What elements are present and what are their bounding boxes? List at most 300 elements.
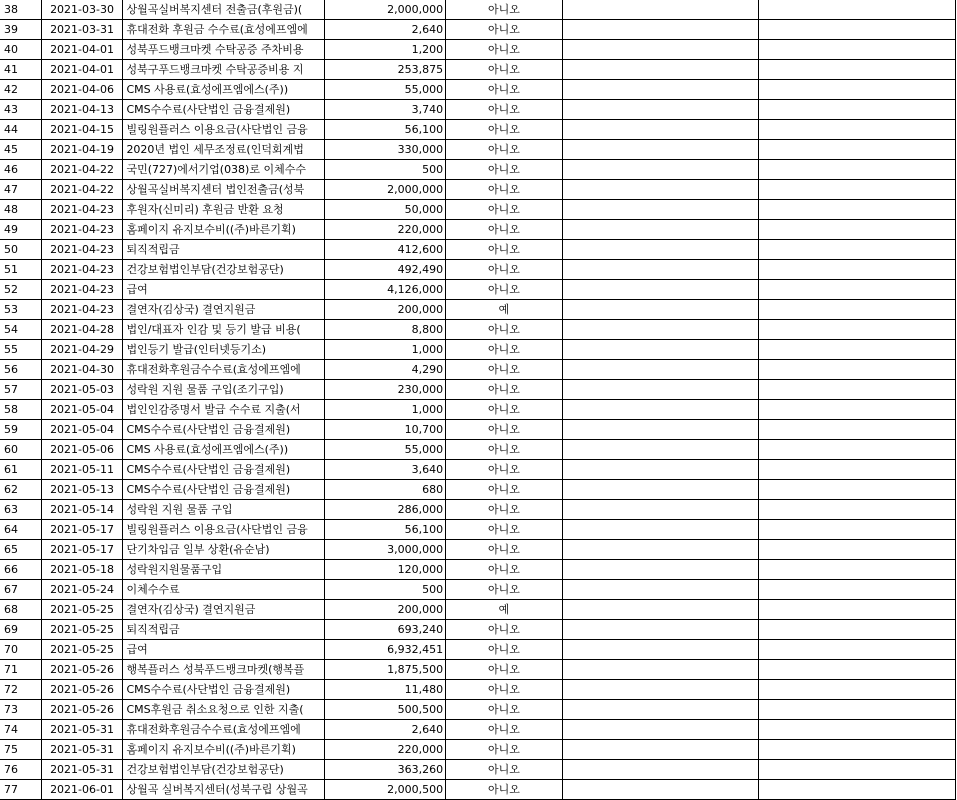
flag-cell[interactable]: 아니오 [446, 400, 563, 420]
date-cell[interactable]: 2021-04-28 [41, 320, 123, 340]
description-cell[interactable]: 후원자(신미리) 후원금 반환 요청 [123, 200, 325, 220]
description-cell[interactable]: 성락원지원물품구입 [123, 560, 325, 580]
empty-cell[interactable] [759, 700, 956, 720]
description-cell[interactable]: 결연자(김상국) 결연지원금 [123, 300, 325, 320]
empty-cell[interactable] [562, 260, 759, 280]
empty-cell[interactable] [759, 400, 956, 420]
empty-cell[interactable] [759, 620, 956, 640]
description-cell[interactable]: 상월곡 실버복지센터(성북구립 상월곡 [123, 780, 325, 800]
date-cell[interactable]: 2021-05-17 [41, 540, 123, 560]
date-cell[interactable]: 2021-03-31 [41, 20, 123, 40]
empty-cell[interactable] [759, 360, 956, 380]
date-cell[interactable]: 2021-04-23 [41, 240, 123, 260]
flag-cell[interactable]: 아니오 [446, 500, 563, 520]
empty-cell[interactable] [759, 540, 956, 560]
empty-cell[interactable] [562, 420, 759, 440]
amount-cell[interactable]: 200,000 [325, 600, 446, 620]
empty-cell[interactable] [759, 60, 956, 80]
flag-cell[interactable]: 아니오 [446, 760, 563, 780]
empty-cell[interactable] [759, 480, 956, 500]
row-number-cell[interactable]: 68 [0, 600, 41, 620]
flag-cell[interactable]: 아니오 [446, 120, 563, 140]
amount-cell[interactable]: 3,740 [325, 100, 446, 120]
row-number-cell[interactable]: 56 [0, 360, 41, 380]
flag-cell[interactable]: 아니오 [446, 780, 563, 800]
description-cell[interactable]: CMS수수료(사단법인 금융결제원) [123, 460, 325, 480]
amount-cell[interactable]: 2,000,000 [325, 180, 446, 200]
description-cell[interactable]: 홈페이지 유지보수비((주)바른기획) [123, 220, 325, 240]
empty-cell[interactable] [759, 420, 956, 440]
description-cell[interactable]: CMS수수료(사단법인 금융결제원) [123, 480, 325, 500]
empty-cell[interactable] [562, 480, 759, 500]
row-number-cell[interactable]: 51 [0, 260, 41, 280]
description-cell[interactable]: 건강보험법인부담(건강보험공단) [123, 760, 325, 780]
row-number-cell[interactable]: 39 [0, 20, 41, 40]
empty-cell[interactable] [759, 40, 956, 60]
date-cell[interactable]: 2021-05-31 [41, 760, 123, 780]
row-number-cell[interactable]: 49 [0, 220, 41, 240]
amount-cell[interactable]: 500 [325, 580, 446, 600]
amount-cell[interactable]: 1,000 [325, 340, 446, 360]
amount-cell[interactable]: 200,000 [325, 300, 446, 320]
description-cell[interactable]: 홈페이지 유지보수비((주)바른기획) [123, 740, 325, 760]
flag-cell[interactable]: 아니오 [446, 80, 563, 100]
amount-cell[interactable]: 55,000 [325, 440, 446, 460]
row-number-cell[interactable]: 59 [0, 420, 41, 440]
row-number-cell[interactable]: 48 [0, 200, 41, 220]
amount-cell[interactable]: 330,000 [325, 140, 446, 160]
empty-cell[interactable] [562, 700, 759, 720]
description-cell[interactable]: 국민(727)에서기업(038)로 이체수수 [123, 160, 325, 180]
empty-cell[interactable] [562, 240, 759, 260]
empty-cell[interactable] [562, 20, 759, 40]
description-cell[interactable]: 2020년 법인 세무조정료(인덕회계법 [123, 140, 325, 160]
amount-cell[interactable]: 8,800 [325, 320, 446, 340]
empty-cell[interactable] [759, 580, 956, 600]
flag-cell[interactable]: 아니오 [446, 540, 563, 560]
amount-cell[interactable]: 500,500 [325, 700, 446, 720]
table-row [0, 180, 956, 200]
row-number-cell[interactable]: 41 [0, 60, 41, 80]
date-cell[interactable]: 2021-05-06 [41, 440, 123, 460]
date-cell[interactable]: 2021-05-25 [41, 600, 123, 620]
empty-cell[interactable] [562, 320, 759, 340]
row-number-cell[interactable]: 40 [0, 40, 41, 60]
row-number-cell[interactable]: 44 [0, 120, 41, 140]
row-number-cell[interactable]: 67 [0, 580, 41, 600]
description-cell[interactable]: 퇴직적립금 [123, 620, 325, 640]
amount-cell[interactable]: 55,000 [325, 80, 446, 100]
empty-cell[interactable] [759, 280, 956, 300]
amount-cell[interactable]: 3,000,000 [325, 540, 446, 560]
empty-cell[interactable] [759, 560, 956, 580]
amount-cell[interactable]: 2,000,500 [325, 780, 446, 800]
table-row [0, 140, 956, 160]
row-number-cell[interactable]: 43 [0, 100, 41, 120]
empty-cell[interactable] [759, 80, 956, 100]
date-cell[interactable]: 2021-05-04 [41, 420, 123, 440]
empty-cell[interactable] [562, 540, 759, 560]
row-number-cell[interactable]: 63 [0, 500, 41, 520]
flag-cell[interactable]: 아니오 [446, 320, 563, 340]
row-number-cell[interactable]: 74 [0, 720, 41, 740]
table-row [0, 280, 956, 300]
empty-cell[interactable] [562, 280, 759, 300]
flag-cell[interactable]: 아니오 [446, 520, 563, 540]
flag-cell[interactable]: 아니오 [446, 180, 563, 200]
date-cell[interactable]: 2021-05-11 [41, 460, 123, 480]
amount-cell[interactable]: 253,875 [325, 60, 446, 80]
table-row [0, 380, 956, 400]
flag-cell[interactable]: 아니오 [446, 100, 563, 120]
empty-cell[interactable] [759, 140, 956, 160]
date-cell[interactable]: 2021-05-26 [41, 660, 123, 680]
amount-cell[interactable]: 500 [325, 160, 446, 180]
date-cell[interactable]: 2021-05-03 [41, 380, 123, 400]
description-cell[interactable]: 상월곡실버복지센터 법인전출금(성북 [123, 180, 325, 200]
empty-cell[interactable] [562, 740, 759, 760]
date-cell[interactable]: 2021-05-25 [41, 620, 123, 640]
flag-cell[interactable]: 아니오 [446, 280, 563, 300]
empty-cell[interactable] [562, 620, 759, 640]
amount-cell[interactable]: 230,000 [325, 380, 446, 400]
flag-cell[interactable]: 아니오 [446, 680, 563, 700]
date-cell[interactable]: 2021-04-23 [41, 200, 123, 220]
date-cell[interactable]: 2021-05-17 [41, 520, 123, 540]
table-row [0, 240, 956, 260]
date-cell[interactable]: 2021-04-23 [41, 300, 123, 320]
empty-cell[interactable] [562, 140, 759, 160]
amount-cell[interactable]: 4,290 [325, 360, 446, 380]
description-cell[interactable]: CMS 사용료(효성에프엠에스(주)) [123, 80, 325, 100]
flag-cell[interactable]: 아니오 [446, 40, 563, 60]
description-cell[interactable]: 퇴직적립금 [123, 240, 325, 260]
date-cell[interactable]: 2021-04-19 [41, 140, 123, 160]
flag-cell[interactable]: 아니오 [446, 220, 563, 240]
amount-cell[interactable]: 680 [325, 480, 446, 500]
amount-cell[interactable]: 56,100 [325, 520, 446, 540]
description-cell[interactable]: CMS후원금 취소요청으로 인한 지출( [123, 700, 325, 720]
amount-cell[interactable]: 4,126,000 [325, 280, 446, 300]
empty-cell[interactable] [562, 180, 759, 200]
row-number-cell[interactable]: 72 [0, 680, 41, 700]
description-cell[interactable]: 이체수수료 [123, 580, 325, 600]
date-cell[interactable]: 2021-05-31 [41, 720, 123, 740]
amount-cell[interactable]: 1,000 [325, 400, 446, 420]
table-row [0, 80, 956, 100]
empty-cell[interactable] [759, 680, 956, 700]
row-number-cell[interactable]: 55 [0, 340, 41, 360]
empty-cell[interactable] [562, 660, 759, 680]
table-row [0, 360, 956, 380]
empty-cell[interactable] [562, 720, 759, 740]
empty-cell[interactable] [562, 400, 759, 420]
empty-cell[interactable] [759, 500, 956, 520]
table-row [0, 500, 956, 520]
empty-cell[interactable] [759, 640, 956, 660]
row-number-cell[interactable]: 53 [0, 300, 41, 320]
empty-cell[interactable] [759, 240, 956, 260]
empty-cell[interactable] [562, 40, 759, 60]
row-number-cell[interactable]: 66 [0, 560, 41, 580]
amount-cell[interactable]: 1,200 [325, 40, 446, 60]
flag-cell[interactable]: 아니오 [446, 140, 563, 160]
description-cell[interactable]: 성락원 지원 물품 구입 [123, 500, 325, 520]
amount-cell[interactable]: 3,640 [325, 460, 446, 480]
table-row [0, 420, 956, 440]
empty-cell[interactable] [759, 460, 956, 480]
empty-cell[interactable] [562, 200, 759, 220]
flag-cell[interactable]: 아니오 [446, 720, 563, 740]
flag-cell[interactable]: 아니오 [446, 200, 563, 220]
date-cell[interactable]: 2021-04-23 [41, 280, 123, 300]
flag-cell[interactable]: 아니오 [446, 700, 563, 720]
empty-cell[interactable] [562, 0, 759, 20]
row-number-cell[interactable]: 73 [0, 700, 41, 720]
row-number-cell[interactable]: 61 [0, 460, 41, 480]
empty-cell[interactable] [562, 340, 759, 360]
description-cell[interactable]: CMS 사용료(효성에프엠에스(주)) [123, 440, 325, 460]
empty-cell[interactable] [759, 180, 956, 200]
empty-cell[interactable] [759, 220, 956, 240]
description-cell[interactable]: 법인/대표자 인감 및 등기 발급 비용( [123, 320, 325, 340]
empty-cell[interactable] [759, 600, 956, 620]
amount-cell[interactable]: 6,932,451 [325, 640, 446, 660]
empty-cell[interactable] [759, 340, 956, 360]
flag-cell[interactable]: 아니오 [446, 380, 563, 400]
row-number-cell[interactable]: 65 [0, 540, 41, 560]
table-row [0, 780, 956, 800]
description-cell[interactable]: 빌링원플러스 이용요금(사단법인 금융 [123, 120, 325, 140]
table-row [0, 440, 956, 460]
empty-cell[interactable] [562, 220, 759, 240]
date-cell[interactable]: 2021-05-04 [41, 400, 123, 420]
date-cell[interactable]: 2021-04-06 [41, 80, 123, 100]
amount-cell[interactable]: 693,240 [325, 620, 446, 640]
flag-cell[interactable]: 예 [446, 600, 563, 620]
flag-cell[interactable]: 아니오 [446, 20, 563, 40]
row-number-cell[interactable]: 76 [0, 760, 41, 780]
empty-cell[interactable] [562, 360, 759, 380]
flag-cell[interactable]: 아니오 [446, 420, 563, 440]
date-cell[interactable]: 2021-05-26 [41, 700, 123, 720]
empty-cell[interactable] [759, 120, 956, 140]
flag-cell[interactable]: 아니오 [446, 360, 563, 380]
empty-cell[interactable] [562, 100, 759, 120]
row-number-cell[interactable]: 58 [0, 400, 41, 420]
description-cell[interactable]: 성북구푸드뱅크마켓 수탁공증비용 지 [123, 60, 325, 80]
date-cell[interactable]: 2021-04-22 [41, 180, 123, 200]
description-cell[interactable]: CMS수수료(사단법인 금융결제원) [123, 420, 325, 440]
flag-cell[interactable]: 아니오 [446, 260, 563, 280]
amount-cell[interactable]: 50,000 [325, 200, 446, 220]
date-cell[interactable]: 2021-05-26 [41, 680, 123, 700]
date-cell[interactable]: 2021-04-29 [41, 340, 123, 360]
flag-cell[interactable]: 아니오 [446, 440, 563, 460]
flag-cell[interactable]: 아니오 [446, 60, 563, 80]
amount-cell[interactable]: 2,640 [325, 20, 446, 40]
row-number-cell[interactable]: 54 [0, 320, 41, 340]
table-row [0, 260, 956, 280]
empty-cell[interactable] [562, 300, 759, 320]
row-number-cell[interactable]: 45 [0, 140, 41, 160]
table-row [0, 760, 956, 780]
description-cell[interactable]: 결연자(김상국) 결연지원금 [123, 600, 325, 620]
description-cell[interactable]: 건강보험법인부담(건강보험공단) [123, 260, 325, 280]
row-number-cell[interactable]: 75 [0, 740, 41, 760]
empty-cell[interactable] [759, 520, 956, 540]
row-number-cell[interactable]: 60 [0, 440, 41, 460]
empty-cell[interactable] [562, 120, 759, 140]
date-cell[interactable]: 2021-04-15 [41, 120, 123, 140]
date-cell[interactable]: 2021-04-23 [41, 260, 123, 280]
flag-cell[interactable]: 아니오 [446, 460, 563, 480]
date-cell[interactable]: 2021-04-01 [41, 60, 123, 80]
description-cell[interactable]: 휴대전화후원금수수료(효성에프엠에 [123, 720, 325, 740]
empty-cell[interactable] [759, 20, 956, 40]
flag-cell[interactable]: 아니오 [446, 160, 563, 180]
empty-cell[interactable] [562, 520, 759, 540]
description-cell[interactable]: CMS수수료(사단법인 금융결제원) [123, 680, 325, 700]
date-cell[interactable]: 2021-03-30 [41, 0, 123, 20]
empty-cell[interactable] [562, 440, 759, 460]
amount-cell[interactable]: 1,875,500 [325, 660, 446, 680]
row-number-cell[interactable]: 62 [0, 480, 41, 500]
table-row [0, 520, 956, 540]
description-cell[interactable]: 법인인감증명서 발급 수수료 지출(서 [123, 400, 325, 420]
empty-cell[interactable] [759, 200, 956, 220]
row-number-cell[interactable]: 69 [0, 620, 41, 640]
amount-cell[interactable]: 286,000 [325, 500, 446, 520]
description-cell[interactable]: 휴대전화후원금수수료(효성에프엠에 [123, 360, 325, 380]
description-cell[interactable]: 급여 [123, 280, 325, 300]
date-cell[interactable]: 2021-06-01 [41, 780, 123, 800]
date-cell[interactable]: 2021-05-13 [41, 480, 123, 500]
empty-cell[interactable] [759, 320, 956, 340]
date-cell[interactable]: 2021-05-31 [41, 740, 123, 760]
date-cell[interactable]: 2021-04-23 [41, 220, 123, 240]
empty-cell[interactable] [759, 760, 956, 780]
empty-cell[interactable] [759, 660, 956, 680]
empty-cell[interactable] [759, 160, 956, 180]
description-cell[interactable]: 상월곡실버복지센터 전출금(후원금)( [123, 0, 325, 20]
flag-cell[interactable]: 아니오 [446, 580, 563, 600]
table-row [0, 220, 956, 240]
flag-cell[interactable]: 아니오 [446, 660, 563, 680]
row-number-cell[interactable]: 52 [0, 280, 41, 300]
empty-cell[interactable] [562, 760, 759, 780]
amount-cell[interactable]: 2,640 [325, 720, 446, 740]
description-cell[interactable]: CMS수수료(사단법인 금융결제원) [123, 100, 325, 120]
empty-cell[interactable] [759, 740, 956, 760]
row-number-cell[interactable]: 38 [0, 0, 41, 20]
table-row [0, 60, 956, 80]
empty-cell[interactable] [562, 160, 759, 180]
amount-cell[interactable]: 220,000 [325, 740, 446, 760]
flag-cell[interactable]: 아니오 [446, 340, 563, 360]
date-cell[interactable]: 2021-04-22 [41, 160, 123, 180]
amount-cell[interactable]: 412,600 [325, 240, 446, 260]
flag-cell[interactable]: 아니오 [446, 640, 563, 660]
description-cell[interactable]: 단기차입금 일부 상환(유순남) [123, 540, 325, 560]
empty-cell[interactable] [759, 440, 956, 460]
empty-cell[interactable] [562, 680, 759, 700]
flag-cell[interactable]: 아니오 [446, 740, 563, 760]
empty-cell[interactable] [759, 300, 956, 320]
description-cell[interactable]: 성락원 지원 물품 구입(조기구입) [123, 380, 325, 400]
row-number-cell[interactable]: 77 [0, 780, 41, 800]
amount-cell[interactable]: 120,000 [325, 560, 446, 580]
row-number-cell[interactable]: 46 [0, 160, 41, 180]
flag-cell[interactable]: 아니오 [446, 240, 563, 260]
empty-cell[interactable] [562, 80, 759, 100]
description-cell[interactable]: 행복플러스 성북푸드뱅크마켓(행복플 [123, 660, 325, 680]
table-row [0, 600, 956, 620]
empty-cell[interactable] [562, 60, 759, 80]
flag-cell[interactable]: 예 [446, 300, 563, 320]
row-number-cell[interactable]: 71 [0, 660, 41, 680]
amount-cell[interactable]: 56,100 [325, 120, 446, 140]
description-cell[interactable]: 급여 [123, 640, 325, 660]
row-number-cell[interactable]: 47 [0, 180, 41, 200]
amount-cell[interactable]: 11,480 [325, 680, 446, 700]
flag-cell[interactable]: 아니오 [446, 620, 563, 640]
empty-cell[interactable] [562, 380, 759, 400]
flag-cell[interactable]: 아니오 [446, 0, 563, 20]
flag-cell[interactable]: 아니오 [446, 480, 563, 500]
description-cell[interactable]: 성북푸드뱅크마켓 수탁공증 주차비용 [123, 40, 325, 60]
empty-cell[interactable] [759, 780, 956, 800]
amount-cell[interactable]: 2,000,000 [325, 0, 446, 20]
date-cell[interactable]: 2021-04-13 [41, 100, 123, 120]
amount-cell[interactable]: 10,700 [325, 420, 446, 440]
empty-cell[interactable] [759, 260, 956, 280]
flag-cell[interactable]: 아니오 [446, 560, 563, 580]
empty-cell[interactable] [562, 600, 759, 620]
empty-cell[interactable] [562, 500, 759, 520]
row-number-cell[interactable]: 70 [0, 640, 41, 660]
date-cell[interactable]: 2021-05-18 [41, 560, 123, 580]
amount-cell[interactable]: 492,490 [325, 260, 446, 280]
date-cell[interactable]: 2021-04-30 [41, 360, 123, 380]
empty-cell[interactable] [562, 780, 759, 800]
table-row [0, 200, 956, 220]
empty-cell[interactable] [759, 100, 956, 120]
empty-cell[interactable] [562, 460, 759, 480]
description-cell[interactable]: 빌링원플러스 이용요금(사단법인 금융 [123, 520, 325, 540]
empty-cell[interactable] [562, 560, 759, 580]
table-row [0, 560, 956, 580]
description-cell[interactable]: 휴대전화 후원금 수수료(효성에프엠에 [123, 20, 325, 40]
row-number-cell[interactable]: 42 [0, 80, 41, 100]
amount-cell[interactable]: 363,260 [325, 760, 446, 780]
description-cell[interactable]: 법인등기 발급(인터넷등기소) [123, 340, 325, 360]
date-cell[interactable]: 2021-05-24 [41, 580, 123, 600]
empty-cell[interactable] [562, 640, 759, 660]
date-cell[interactable]: 2021-05-14 [41, 500, 123, 520]
row-number-cell[interactable]: 57 [0, 380, 41, 400]
row-number-cell[interactable]: 64 [0, 520, 41, 540]
empty-cell[interactable] [759, 0, 956, 20]
empty-cell[interactable] [562, 580, 759, 600]
empty-cell[interactable] [759, 720, 956, 740]
amount-cell[interactable]: 220,000 [325, 220, 446, 240]
date-cell[interactable]: 2021-04-01 [41, 40, 123, 60]
date-cell[interactable]: 2021-05-25 [41, 640, 123, 660]
row-number-cell[interactable]: 50 [0, 240, 41, 260]
empty-cell[interactable] [759, 380, 956, 400]
table-row [0, 40, 956, 60]
